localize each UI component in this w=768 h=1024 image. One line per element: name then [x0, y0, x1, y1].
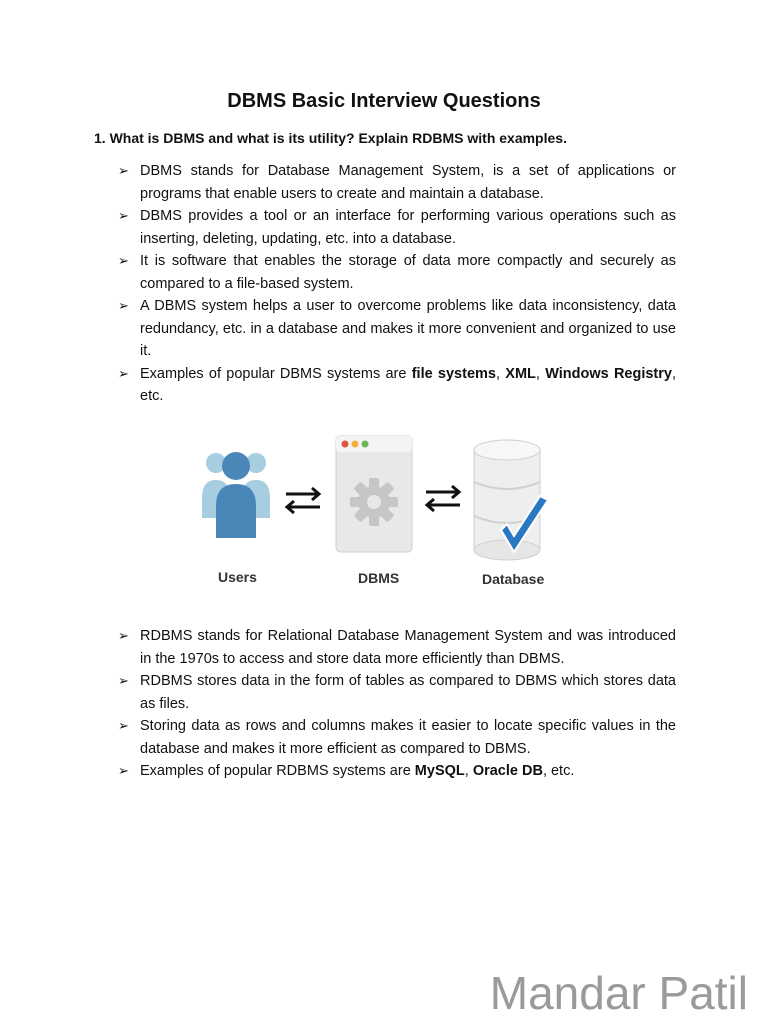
page-title: DBMS Basic Interview Questions [227, 90, 541, 112]
list-item: ➢ DBMS stands for Database Management System, is a set of applications or programs that enable users to create and maintain a database. [118, 160, 676, 205]
list-item: ➢ A DBMS system helps a user to overcome problems like data inconsistency, data redundancy, etc. in a database and makes it more convenient and organized to use it. [118, 295, 676, 363]
list-item: ➢ Examples of popular RDBMS systems are MySQL, Oracle DB, etc. [118, 760, 676, 783]
database-label: Database [482, 571, 545, 587]
exchange-arrows-icon [426, 486, 460, 511]
example-xml: XML [505, 365, 536, 382]
database-icon [474, 440, 548, 560]
list-item: ➢ RDBMS stores data in the form of tables as compared to DBMS which stores data as files. [118, 670, 676, 715]
arrow-bullet-icon: ➢ [118, 763, 129, 778]
example-file-systems: file systems [411, 365, 496, 382]
arrow-bullet-icon: ➢ [118, 628, 129, 643]
arrow-bullet-icon: ➢ [118, 365, 129, 381]
gear-icon [350, 478, 398, 526]
dbms-diagram [196, 430, 576, 610]
list-item: ➢ Examples of popular DBMS systems are file systems, XML, Windows Registry, etc. [118, 363, 676, 408]
dbms-diagram-graphic [196, 430, 576, 610]
list-item: ➢ Storing data as rows and columns makes it easier to locate specific values in the database and makes it more efficient as compared to DBMS. [118, 715, 676, 760]
question-heading: 1. What is DBMS and what is its utility? Explain RDBMS with examples. [94, 130, 567, 146]
watermark: Mandar Patil [489, 967, 748, 1019]
arrow-bullet-icon: ➢ [118, 718, 129, 733]
arrow-bullet-icon: ➢ [118, 208, 129, 223]
exchange-arrows-icon [286, 488, 320, 513]
users-label: Users [218, 569, 257, 585]
arrow-bullet-icon: ➢ [118, 253, 129, 268]
dbms-window-icon [336, 436, 412, 552]
list-item: ➢ It is software that enables the storage of data more compactly and securely as compared to a file-based system. [118, 250, 676, 295]
list-item: ➢ DBMS provides a tool or an interface for performing various operations such as inserting, deleting, updating, etc. into a database. [118, 205, 676, 250]
example-windows-registry: Windows Registry [545, 365, 672, 382]
example-oracle-db: Oracle DB [472, 763, 543, 779]
dbms-label: DBMS [358, 570, 400, 586]
arrow-bullet-icon: ➢ [118, 163, 129, 178]
users-icon [202, 452, 270, 538]
arrow-bullet-icon: ➢ [118, 673, 129, 688]
dbms-bullet-list [118, 160, 676, 408]
rdbms-bullet-list [118, 625, 676, 783]
example-mysql: MySQL [414, 763, 465, 779]
arrow-bullet-icon: ➢ [118, 298, 129, 313]
list-item: ➢ RDBMS stands for Relational Database Management System and was introduced in the 1970s to access and store data more efficiently than DBMS. [118, 625, 676, 670]
